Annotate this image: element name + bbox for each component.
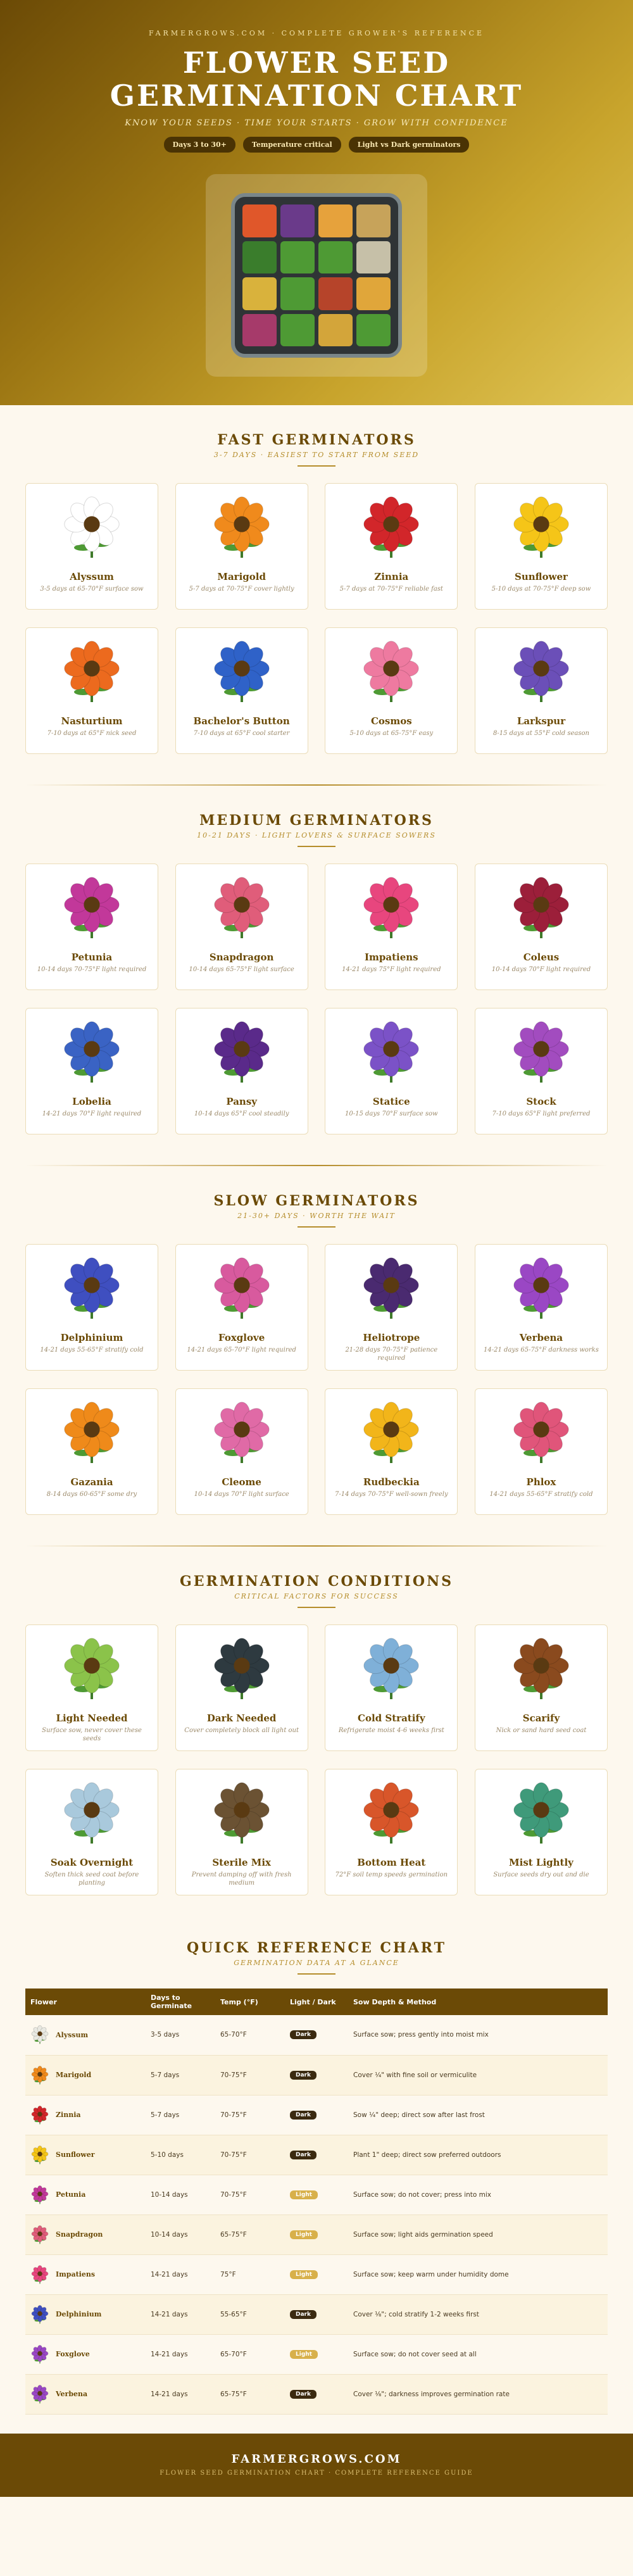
cell-light bbox=[285, 2095, 348, 2135]
hero-banner bbox=[0, 0, 633, 405]
card-snapdragon bbox=[175, 864, 308, 990]
petunia-icon bbox=[57, 873, 127, 943]
section-subtitle: 21-30+ DAYS · WORTH THE WAIT bbox=[237, 1212, 396, 1220]
hero-tagline: KNOW YOUR SEEDS · TIME YOUR STARTS · GROW WITH CONFIDENCE bbox=[125, 118, 508, 128]
card-grid bbox=[25, 1624, 608, 1913]
table-row bbox=[25, 2334, 608, 2374]
card-name: Sterile Mix bbox=[212, 1857, 271, 1868]
pill-light-dark: Light vs Dark germinators bbox=[349, 137, 470, 153]
cell-temp: 70-75°F bbox=[215, 2135, 285, 2175]
dome-cover-icon bbox=[207, 1634, 277, 1704]
col-temp: Temp (°F) bbox=[215, 1989, 285, 2015]
card-sunflower bbox=[475, 483, 608, 610]
quick-reference-table bbox=[25, 1989, 608, 2415]
flower-thumb-icon bbox=[30, 2066, 49, 2085]
card-spray-bottle bbox=[475, 1769, 608, 1895]
card-seed-bag bbox=[325, 1624, 458, 1751]
card-alyssum bbox=[25, 483, 158, 610]
card-name: Impatiens bbox=[365, 952, 418, 963]
card-zinnia bbox=[325, 483, 458, 610]
cell-light bbox=[285, 2334, 348, 2374]
gazania-icon bbox=[57, 1398, 127, 1467]
cell-light bbox=[285, 2254, 348, 2294]
light-badge: Dark bbox=[290, 2071, 316, 2080]
card-name: Bachelor's Button bbox=[193, 715, 290, 727]
light-badge: Light bbox=[290, 2190, 318, 2199]
flower-thumb-icon bbox=[30, 2345, 49, 2364]
card-name: Snapdragon bbox=[209, 952, 274, 963]
phlox-icon bbox=[506, 1398, 576, 1467]
soil-bag-icon bbox=[207, 1778, 277, 1848]
card-gazania bbox=[25, 1388, 158, 1515]
cell-light bbox=[285, 2135, 348, 2175]
card-description: 10-14 days 70-75°F light required bbox=[37, 966, 147, 973]
card-name: Lobelia bbox=[72, 1096, 111, 1107]
impatiens-icon bbox=[356, 873, 426, 943]
card-name: Cleome bbox=[222, 1476, 261, 1488]
flower-name: Verbena bbox=[56, 2390, 88, 2398]
card-grid bbox=[25, 864, 608, 1152]
card-name: Bottom Heat bbox=[357, 1857, 426, 1868]
cell-flower bbox=[25, 2015, 146, 2055]
main-content bbox=[0, 405, 633, 1913]
card-name: Mist Lightly bbox=[509, 1857, 573, 1868]
card-description: 5-7 days at 70-75°F cover lightly bbox=[189, 586, 294, 593]
cell-light bbox=[285, 2215, 348, 2254]
light-badge: Dark bbox=[290, 2111, 316, 2120]
section-medium-germinators bbox=[0, 784, 633, 1152]
card-name: Marigold bbox=[217, 571, 266, 582]
col-light: Light / Dark bbox=[285, 1989, 348, 2015]
cell-light bbox=[285, 2374, 348, 2414]
cell-days: 3-5 days bbox=[146, 2015, 215, 2055]
lobelia-icon bbox=[57, 1017, 127, 1087]
snapdragon-icon bbox=[207, 873, 277, 943]
flower-thumb-icon bbox=[30, 2106, 49, 2125]
cell-days: 5-7 days bbox=[146, 2055, 215, 2095]
cell-method: Cover ⅛"; darkness improves germination rate bbox=[348, 2374, 608, 2414]
card-stock bbox=[475, 1008, 608, 1134]
cell-light bbox=[285, 2055, 348, 2095]
card-name: Alyssum bbox=[70, 571, 114, 582]
card-description: 14-21 days 55-65°F stratify cold bbox=[489, 1491, 593, 1498]
tray-cell bbox=[356, 277, 391, 310]
cell-temp: 65-75°F bbox=[215, 2374, 285, 2414]
cell-temp: 65-70°F bbox=[215, 2015, 285, 2055]
section-title: SLOW GERMINATORS bbox=[213, 1193, 420, 1209]
flower-name: Delphinium bbox=[56, 2310, 102, 2318]
pill-days: Days 3 to 30+ bbox=[164, 137, 235, 153]
card-description: 7-10 days 65°F light preferred bbox=[492, 1110, 591, 1117]
section-germination-conditions bbox=[0, 1545, 633, 1913]
card-seed bbox=[475, 1624, 608, 1751]
foxglove-icon bbox=[207, 1253, 277, 1323]
card-description: 7-10 days at 65°F cool starter bbox=[193, 730, 290, 737]
card-name: Gazania bbox=[70, 1476, 113, 1488]
tray-cell bbox=[242, 314, 277, 347]
card-name: Delphinium bbox=[60, 1332, 123, 1343]
light-badge: Dark bbox=[290, 2030, 316, 2039]
card-pansy bbox=[175, 1008, 308, 1134]
cell-method: Sow ¼" deep; direct sow after last frost bbox=[348, 2095, 608, 2135]
flower-name: Foxglove bbox=[56, 2350, 90, 2358]
quick-reference-title: QUICK REFERENCE CHART bbox=[186, 1940, 447, 1956]
card-description: 10-14 days 70°F light surface bbox=[194, 1491, 289, 1498]
page-title bbox=[0, 46, 633, 112]
section-title: FAST GERMINATORS bbox=[217, 432, 416, 448]
soak-bowl-icon bbox=[57, 1778, 127, 1848]
card-cosmos bbox=[325, 627, 458, 754]
light-badge: Light bbox=[290, 2270, 318, 2279]
cell-flower bbox=[25, 2254, 146, 2294]
sunflower-icon bbox=[506, 493, 576, 562]
card-foxglove bbox=[175, 1244, 308, 1371]
pill-temperature: Temperature critical bbox=[243, 137, 341, 153]
cell-method: Cover ¼" with fine soil or vermiculite bbox=[348, 2055, 608, 2095]
table-row bbox=[25, 2015, 608, 2055]
heliotrope-icon bbox=[356, 1253, 426, 1323]
cell-temp: 65-75°F bbox=[215, 2215, 285, 2254]
footer bbox=[0, 2434, 633, 2497]
card-name: Zinnia bbox=[374, 571, 409, 582]
table-row bbox=[25, 2294, 608, 2334]
card-description: Prevent damping off with fresh medium bbox=[191, 1871, 292, 1887]
card-dome-cover bbox=[175, 1624, 308, 1751]
coleus-icon bbox=[506, 873, 576, 943]
card-name: Verbena bbox=[519, 1332, 563, 1343]
tray-cell bbox=[318, 314, 353, 347]
seed-icon bbox=[506, 1634, 576, 1704]
cell-temp: 70-75°F bbox=[215, 2055, 285, 2095]
card-name: Foxglove bbox=[218, 1332, 265, 1343]
rudbeckia-icon bbox=[356, 1398, 426, 1467]
card-nasturtium bbox=[25, 627, 158, 754]
flower-thumb-icon bbox=[30, 2385, 49, 2404]
cosmos-icon bbox=[356, 637, 426, 707]
cell-method: Surface sow; keep warm under humidity dome bbox=[348, 2254, 608, 2294]
card-description: Cover completely block all light out bbox=[184, 1727, 299, 1734]
card-name: Soak Overnight bbox=[50, 1857, 134, 1868]
table-row bbox=[25, 2095, 608, 2135]
card-description: 8-14 days 60-65°F some dry bbox=[46, 1491, 137, 1498]
card-larkspur bbox=[475, 627, 608, 754]
statice-icon bbox=[356, 1017, 426, 1087]
flower-name: Petunia bbox=[56, 2190, 86, 2199]
card-statice bbox=[325, 1008, 458, 1134]
card-description: 7-10 days at 65°F nick seed bbox=[47, 730, 137, 737]
card-description: Soften thick seed coat before planting bbox=[44, 1871, 139, 1887]
card-name: Cold Stratify bbox=[358, 1712, 425, 1724]
cell-temp: 70-75°F bbox=[215, 2095, 285, 2135]
card-description: 5-10 days at 65-75°F easy bbox=[349, 730, 434, 737]
grow-light-icon bbox=[57, 1634, 127, 1704]
light-badge: Dark bbox=[290, 2310, 316, 2319]
card-name: Heliotrope bbox=[363, 1332, 420, 1343]
card-rudbeckia bbox=[325, 1388, 458, 1515]
cell-temp: 65-70°F bbox=[215, 2334, 285, 2374]
cell-method: Surface sow; do not cover; press into mix bbox=[348, 2175, 608, 2215]
light-badge: Light bbox=[290, 2350, 318, 2359]
tray-cell bbox=[318, 277, 353, 310]
heading-underline bbox=[298, 1607, 335, 1608]
flower-name: Alyssum bbox=[56, 2030, 89, 2039]
cleome-icon bbox=[207, 1398, 277, 1467]
flower-thumb-icon bbox=[30, 2146, 49, 2164]
heading-underline bbox=[298, 846, 335, 847]
flower-thumb-icon bbox=[30, 2185, 49, 2204]
tray-cell bbox=[280, 314, 315, 347]
cell-temp: 55-65°F bbox=[215, 2294, 285, 2334]
card-description: Nick or sand hard seed coat bbox=[496, 1727, 587, 1734]
card-description: Surface seeds dry out and die bbox=[493, 1871, 589, 1878]
section-subtitle: CRITICAL FACTORS FOR SUCCESS bbox=[234, 1592, 399, 1600]
seed-tray-icon bbox=[231, 193, 402, 358]
flower-thumb-icon bbox=[30, 2225, 49, 2244]
card-name: Phlox bbox=[526, 1476, 556, 1488]
cell-light bbox=[285, 2015, 348, 2055]
card-name: Sunflower bbox=[515, 571, 568, 582]
footer-subtitle: FLOWER SEED GERMINATION CHART · COMPLETE REFERENCE GUIDE bbox=[160, 2469, 473, 2477]
cell-light bbox=[285, 2175, 348, 2215]
tray-cell bbox=[318, 241, 353, 274]
card-description: 21-28 days 70-75°F patience required bbox=[345, 1347, 438, 1362]
cell-flower bbox=[25, 2294, 146, 2334]
table-body bbox=[25, 2015, 608, 2414]
cell-days: 14-21 days bbox=[146, 2334, 215, 2374]
cell-flower bbox=[25, 2175, 146, 2215]
zinnia-icon bbox=[356, 493, 426, 562]
cell-temp: 70-75°F bbox=[215, 2175, 285, 2215]
cell-method: Cover ⅛"; cold stratify 1-2 weeks first bbox=[348, 2294, 608, 2334]
cell-flower bbox=[25, 2334, 146, 2374]
card-description: 10-14 days 65°F cool steadily bbox=[194, 1110, 289, 1117]
cell-flower bbox=[25, 2095, 146, 2135]
heading-underline bbox=[298, 465, 335, 467]
hero-image bbox=[206, 174, 427, 377]
card-description: 14-21 days 70°F light required bbox=[42, 1110, 142, 1117]
cell-flower bbox=[25, 2374, 146, 2414]
card-description: Refrigerate moist 4-6 weeks first bbox=[338, 1727, 444, 1734]
hero-pills bbox=[0, 137, 633, 153]
tray-cell bbox=[356, 241, 391, 274]
card-description: 3-5 days at 65-70°F surface sow bbox=[40, 586, 144, 593]
footer-title: FARMERGROWS.COM bbox=[231, 2452, 402, 2466]
table-row bbox=[25, 2135, 608, 2175]
col-flower: Flower bbox=[25, 1989, 146, 2015]
card-name: Cosmos bbox=[370, 715, 412, 727]
tray-cell bbox=[280, 241, 315, 274]
cell-days: 5-7 days bbox=[146, 2095, 215, 2135]
card-name: Nasturtium bbox=[61, 715, 123, 727]
table-row bbox=[25, 2254, 608, 2294]
cell-days: 10-14 days bbox=[146, 2175, 215, 2215]
cell-days: 5-10 days bbox=[146, 2135, 215, 2175]
card-name: Rudbeckia bbox=[363, 1476, 420, 1488]
table-row bbox=[25, 2374, 608, 2414]
flower-name: Sunflower bbox=[56, 2151, 95, 2159]
delphinium-icon bbox=[57, 1253, 127, 1323]
card-heliotrope bbox=[325, 1244, 458, 1371]
card-heat-mat bbox=[325, 1769, 458, 1895]
card-description: 14-21 days 65-70°F light required bbox=[187, 1347, 296, 1354]
heading-underline bbox=[298, 1973, 335, 1975]
tray-cell bbox=[318, 204, 353, 237]
card-name: Pansy bbox=[226, 1096, 257, 1107]
section-title: MEDIUM GERMINATORS bbox=[199, 812, 434, 829]
card-verbena bbox=[475, 1244, 608, 1371]
flower-name: Snapdragon bbox=[56, 2230, 103, 2239]
card-name: Larkspur bbox=[517, 715, 566, 727]
card-description: 5-7 days at 70-75°F reliable fast bbox=[339, 586, 443, 593]
pansy-icon bbox=[207, 1017, 277, 1087]
tray-cell bbox=[280, 277, 315, 310]
card-soak-bowl bbox=[25, 1769, 158, 1895]
card-name: Stock bbox=[526, 1096, 556, 1107]
cell-flower bbox=[25, 2215, 146, 2254]
col-days: Days to Germinate bbox=[146, 1989, 215, 2015]
card-description: 5-10 days at 70-75°F deep sow bbox=[491, 586, 591, 593]
card-grow-light bbox=[25, 1624, 158, 1751]
col-method: Sow Depth & Method bbox=[348, 1989, 608, 2015]
card-petunia bbox=[25, 864, 158, 990]
card-description: 14-21 days 65-75°F darkness works bbox=[484, 1347, 599, 1354]
cell-method: Plant 1" deep; direct sow preferred outdoors bbox=[348, 2135, 608, 2175]
title-line-2: GERMINATION CHART bbox=[110, 79, 523, 113]
table-row bbox=[25, 2055, 608, 2095]
flower-thumb-icon bbox=[30, 2265, 49, 2284]
cell-method: Surface sow; press gently into moist mix bbox=[348, 2015, 608, 2055]
title-line-1: FLOWER SEED bbox=[182, 46, 451, 80]
tray-cell bbox=[242, 241, 277, 274]
card-description: 14-21 days 55-65°F stratify cold bbox=[40, 1347, 144, 1354]
stock-icon bbox=[506, 1017, 576, 1087]
cell-flower bbox=[25, 2055, 146, 2095]
hero-kicker: FARMERGROWS.COM · COMPLETE GROWER'S REFERENCE bbox=[148, 29, 485, 37]
quick-reference-section bbox=[0, 1913, 633, 1975]
card-delphinium bbox=[25, 1244, 158, 1371]
card-impatiens bbox=[325, 864, 458, 990]
seed-bag-icon bbox=[356, 1634, 426, 1704]
card-name: Statice bbox=[372, 1096, 410, 1107]
card-name: Dark Needed bbox=[206, 1712, 277, 1724]
alyssum-icon bbox=[57, 493, 127, 562]
card-description: Surface sow, never cover these seeds bbox=[42, 1727, 142, 1742]
cell-days: 14-21 days bbox=[146, 2374, 215, 2414]
card-description: 10-14 days 70°F light required bbox=[491, 966, 591, 973]
bachelors-button-icon bbox=[207, 637, 277, 707]
cell-days: 14-21 days bbox=[146, 2254, 215, 2294]
card-name: Coleus bbox=[523, 952, 560, 963]
marigold-icon bbox=[207, 493, 277, 562]
flower-thumb-icon bbox=[30, 2025, 49, 2044]
card-soil-bag bbox=[175, 1769, 308, 1895]
section-fast-germinators bbox=[0, 405, 633, 772]
quick-reference-subtitle: GERMINATION DATA AT A GLANCE bbox=[234, 1959, 399, 1967]
nasturtium-icon bbox=[57, 637, 127, 707]
cell-light bbox=[285, 2294, 348, 2334]
card-description: 10-14 days 65-75°F light surface bbox=[189, 966, 294, 973]
light-badge: Dark bbox=[290, 2390, 316, 2399]
card-description: 8-15 days at 55°F cold season bbox=[492, 730, 589, 737]
card-cleome bbox=[175, 1388, 308, 1515]
flower-name: Zinnia bbox=[56, 2111, 81, 2119]
tray-cell bbox=[280, 204, 315, 237]
card-lobelia bbox=[25, 1008, 158, 1134]
card-name: Scarify bbox=[522, 1712, 560, 1724]
section-slow-germinators bbox=[0, 1165, 633, 1533]
tray-cell bbox=[242, 204, 277, 237]
card-description: 10-15 days 70°F surface sow bbox=[345, 1110, 438, 1117]
tray-cell bbox=[356, 204, 391, 237]
table-row bbox=[25, 2215, 608, 2254]
card-coleus bbox=[475, 864, 608, 990]
section-subtitle: 3-7 DAYS · EASIEST TO START FROM SEED bbox=[213, 451, 420, 459]
card-grid bbox=[25, 1244, 608, 1533]
card-description: 7-14 days 70-75°F well-sown freely bbox=[334, 1491, 448, 1498]
table-header-row bbox=[25, 1989, 608, 2015]
card-phlox bbox=[475, 1388, 608, 1515]
flower-name: Marigold bbox=[56, 2071, 92, 2079]
tray-cell bbox=[356, 314, 391, 347]
quick-reference-table-wrap bbox=[0, 1989, 633, 2415]
spray-bottle-icon bbox=[506, 1778, 576, 1848]
tray-cell bbox=[242, 277, 277, 310]
table-row bbox=[25, 2175, 608, 2215]
larkspur-icon bbox=[506, 637, 576, 707]
section-subtitle: 10-21 DAYS · LIGHT LOVERS & SURFACE SOWERS bbox=[197, 831, 436, 839]
card-grid bbox=[25, 483, 608, 772]
light-badge: Light bbox=[290, 2230, 318, 2239]
cell-method: Surface sow; light aids germination speed bbox=[348, 2215, 608, 2254]
cell-temp: 75°F bbox=[215, 2254, 285, 2294]
card-bachelors-button bbox=[175, 627, 308, 754]
cell-days: 10-14 days bbox=[146, 2215, 215, 2254]
verbena-icon bbox=[506, 1253, 576, 1323]
light-badge: Dark bbox=[290, 2151, 316, 2159]
cell-days: 14-21 days bbox=[146, 2294, 215, 2334]
cell-flower bbox=[25, 2135, 146, 2175]
card-description: 14-21 days 75°F light required bbox=[342, 966, 441, 973]
cell-method: Surface sow; do not cover seed at all bbox=[348, 2334, 608, 2374]
section-title: GERMINATION CONDITIONS bbox=[179, 1573, 454, 1590]
card-marigold bbox=[175, 483, 308, 610]
flower-thumb-icon bbox=[30, 2305, 49, 2324]
heat-mat-icon bbox=[356, 1778, 426, 1848]
flower-name: Impatiens bbox=[56, 2270, 96, 2278]
card-description: 72°F soil temp speeds germination bbox=[335, 1871, 448, 1878]
card-name: Light Needed bbox=[56, 1712, 128, 1724]
heading-underline bbox=[298, 1226, 335, 1228]
card-name: Petunia bbox=[71, 952, 113, 963]
